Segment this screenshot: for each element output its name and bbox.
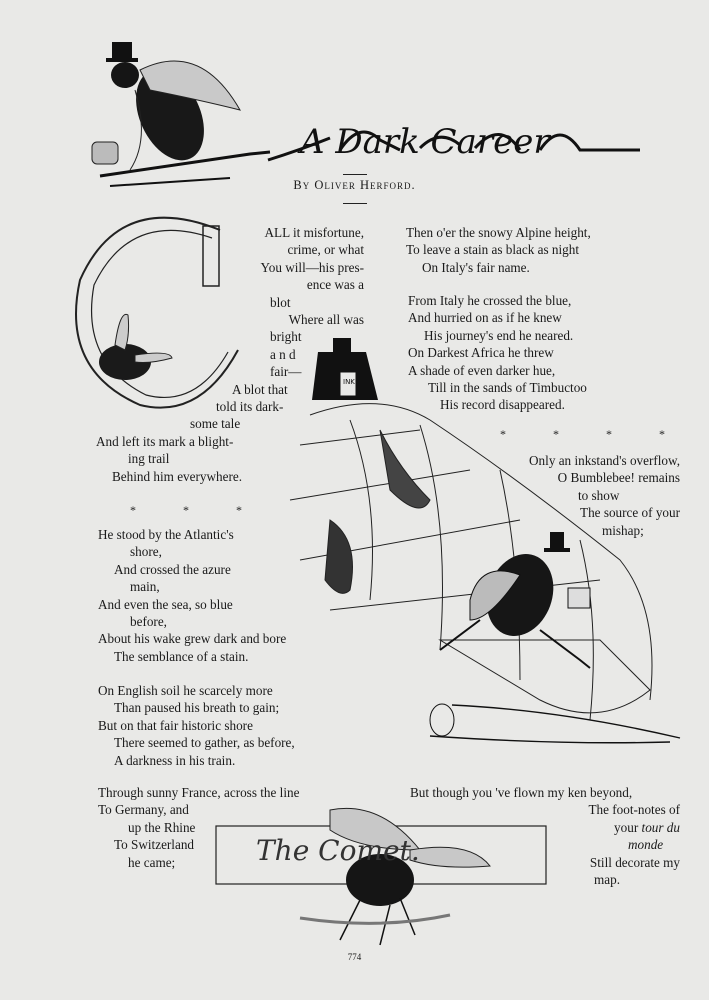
verse-line: ALL it misfortune,: [264, 225, 364, 240]
verse-line: On Italy's fair name.: [422, 259, 530, 275]
verse-line: To leave a stain as black as night: [406, 242, 580, 258]
verse-line: On English soil he scarcely more: [98, 683, 273, 698]
stanza-2: [98, 526, 358, 665]
stanza-8: [410, 784, 680, 888]
verse-line: And hurried on as if he knew: [408, 310, 562, 326]
verse-line: O Bumblebee! remains: [557, 470, 680, 486]
ink-label: INK: [343, 378, 355, 386]
verse-line: And even the sea, so blue: [98, 596, 233, 612]
verse-line: But on that fair historic shore: [98, 717, 253, 733]
verse-line: crime, or what: [287, 242, 364, 258]
verse-line: But though you 've flown my ken beyond,: [410, 785, 633, 800]
verse-line: The semblance of a stain.: [114, 648, 249, 664]
verse-line: Still decorate my: [589, 854, 680, 870]
verse-line: a n d: [270, 346, 296, 362]
verse-line: A blot that: [232, 381, 288, 397]
verse-line: fair—: [270, 364, 302, 380]
verse-line: And left its mark a blight-: [96, 433, 234, 449]
verse-line: Through sunny France, across the line: [98, 785, 300, 800]
verse-line: Then o'er the snowy Alpine height,: [406, 225, 591, 240]
verse-line: [410, 836, 680, 853]
verse-line: The foot-notes of: [588, 802, 680, 818]
stanza-6: [408, 292, 668, 414]
verse-line: And crossed the azure: [114, 561, 231, 577]
verse-line: mishap;: [602, 522, 644, 538]
verse-line: His journey's end he neared.: [424, 327, 574, 343]
page-title: A Dark Career: [300, 122, 550, 162]
verse-line: To Germany, and: [98, 802, 189, 818]
stanza-1: [96, 224, 364, 485]
verse-line: to show: [578, 487, 620, 503]
verse-line: shore,: [130, 544, 162, 560]
verse-line: A shade of even darker hue,: [408, 362, 556, 378]
stanza-4: [98, 784, 368, 871]
stanza-7: [468, 452, 680, 539]
verse-line: His record disappeared.: [440, 397, 565, 413]
verse-line: To Switzerland: [114, 837, 195, 853]
verse-line: Where all was: [288, 312, 364, 328]
page-number: 774: [347, 952, 362, 962]
stanza-divider: * * *: [130, 503, 264, 517]
verse-line: Till in the sands of Timbuctoo: [428, 380, 587, 396]
verse-italic: monde: [628, 837, 664, 853]
verse-line: A darkness in his train.: [114, 752, 236, 768]
verse-line: told its dark-: [216, 399, 284, 415]
rule-top: [343, 174, 367, 175]
verse-line: main,: [130, 579, 160, 595]
verse-line: before,: [130, 614, 167, 630]
stanza-divider: * * * *: [500, 427, 687, 441]
stanza-3: [98, 682, 358, 769]
verse-line: blot: [270, 294, 291, 310]
verse-line: Only an inkstand's overflow,: [529, 453, 680, 468]
verse-line: some tale: [190, 416, 241, 432]
verse-italic: tour du: [641, 819, 680, 835]
title-bee-illustration: [92, 42, 270, 186]
verse-line: About his wake grew dark and bore: [98, 631, 287, 647]
verse-line: bright: [270, 329, 302, 345]
rule-bottom: [343, 203, 367, 204]
scroll-illustration: [430, 704, 680, 743]
comet-title: The Comet.: [256, 834, 420, 867]
verse-line: Than paused his breath to gain;: [114, 700, 280, 716]
verse-line: ence was a: [306, 277, 364, 293]
verse-word: your: [614, 819, 639, 835]
verse-line: up the Rhine: [128, 819, 196, 835]
verse-line: You will—his pres-: [260, 259, 364, 275]
verse-line: On Darkest Africa he threw: [408, 345, 554, 361]
stanza-5: [406, 224, 666, 276]
verse-line: There seemed to gather, as before,: [114, 735, 295, 751]
verse-line: Behind him everywhere.: [112, 468, 243, 484]
verse-line: he came;: [128, 854, 176, 870]
verse-line: From Italy he crossed the blue,: [408, 293, 572, 308]
verse-line: map.: [594, 872, 621, 888]
verse-line: He stood by the Atlantic's: [98, 527, 234, 542]
verse-line: ing trail: [128, 451, 170, 467]
byline: By Oliver Herford.: [293, 178, 416, 192]
traveling-bee-illustration: [440, 532, 590, 668]
verse-line: The source of your: [580, 505, 680, 521]
verse-line: [410, 819, 680, 836]
